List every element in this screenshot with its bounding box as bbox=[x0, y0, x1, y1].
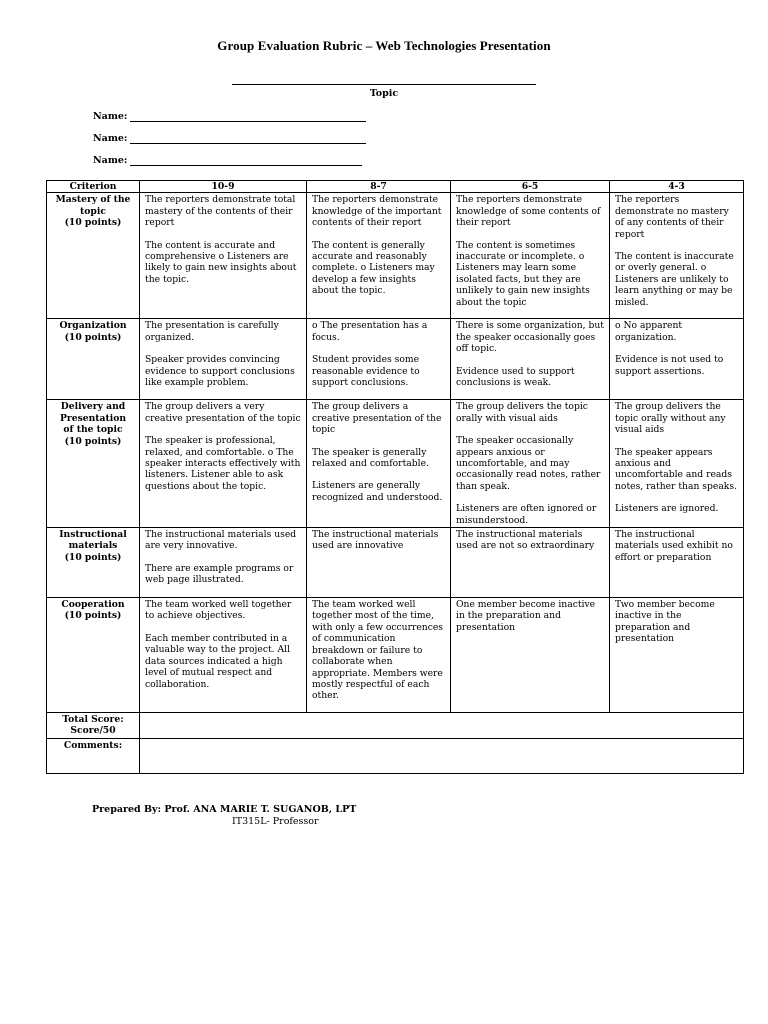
rubric-cell: Two member become inactive in the preparation and presentation bbox=[610, 598, 744, 713]
rubric-cell: The group delivers the topic orally with visual aids The speaker occasionally appears anxious or uncomfortable, and may occasionally read notes, rather than speak. Listeners are often ignored or misunderstood. bbox=[451, 400, 610, 528]
rubric-cell: The team worked well together most of the time, with only a few occurrences of communication breakdown or failure to collaborate when appropriate. Members were mostly respectful of each other. bbox=[307, 598, 451, 713]
name-row-2 bbox=[93, 133, 366, 144]
preparer-role: IT315L- Professor bbox=[232, 816, 319, 827]
rubric-cell: One member become inactive in the preparation and presentation bbox=[451, 598, 610, 713]
total-score-label: Total Score: Score/50 bbox=[47, 713, 140, 739]
name-row-1 bbox=[93, 111, 366, 122]
name-field-3[interactable] bbox=[130, 156, 362, 166]
rubric-cell: o No apparent organization. Evidence is not used to support assertions. bbox=[610, 319, 744, 400]
criterion-cell: Delivery and Presentation of the topic (10 points) bbox=[47, 400, 140, 528]
criterion-cell: Instructional materials (10 points) bbox=[47, 528, 140, 598]
rubric-cell: The group delivers a creative presentation of the topic The speaker is generally relaxed and comfortable. Listeners are generally recognized and understood. bbox=[307, 400, 451, 528]
rubric-cell: The reporters demonstrate knowledge of the important contents of their report The content is generally accurate and reasonably complete. o Listeners may develop a few insights about the topic. bbox=[307, 193, 451, 319]
name-label: Name: bbox=[93, 155, 128, 166]
table-row bbox=[47, 319, 744, 400]
name-field-1[interactable] bbox=[130, 112, 366, 122]
header-score-6-5: 6-5 bbox=[451, 181, 610, 193]
rubric-cell: o The presentation has a focus. Student provides some reasonable evidence to support conclusions. bbox=[307, 319, 451, 400]
rubric-cell: The reporters demonstrate no mastery of any contents of their report The content is inaccurate or overly general. o Listeners are unlikely to learn anything or may be misled. bbox=[610, 193, 744, 319]
rubric-cell: The group delivers the topic orally without any visual aids The speaker appears anxious and uncomfortable and reads notes, rather than speaks. Listeners are ignored. bbox=[610, 400, 744, 528]
rubric-table bbox=[46, 180, 744, 774]
prepared-by: Prepared By: Prof. ANA MARIE T. SUGANOB, LPT bbox=[92, 804, 357, 815]
comments-label: Comments: bbox=[47, 738, 140, 773]
table-row bbox=[47, 400, 744, 528]
criterion-cell: Mastery of the topic (10 points) bbox=[47, 193, 140, 319]
table-row bbox=[47, 193, 744, 319]
table-row bbox=[47, 598, 744, 713]
rubric-cell: The reporters demonstrate total mastery of the contents of their report The content is accurate and comprehensive o Listeners are likely to gain new insights about the topic. bbox=[140, 193, 307, 319]
rubric-cell: The group delivers a very creative presentation of the topic The speaker is professional, relaxed, and comfortable. o The speaker interacts effectively with listeners. Listener able to ask questions about the topic. bbox=[140, 400, 307, 528]
total-score-row bbox=[47, 713, 744, 739]
header-score-8-7: 8-7 bbox=[307, 181, 451, 193]
topic-label: Topic bbox=[369, 88, 399, 99]
rubric-cell: The instructional materials used are not so extraordinary bbox=[451, 528, 610, 598]
comments-field[interactable] bbox=[140, 738, 744, 773]
rubric-cell: The reporters demonstrate knowledge of some contents of their report The content is sometimes inaccurate or incomplete. o Listeners may learn some isolated facts, but they are unlikely to gain new insights about the topic bbox=[451, 193, 610, 319]
table-row bbox=[47, 528, 744, 598]
page-title: Group Evaluation Rubric – Web Technologies Presentation bbox=[217, 38, 551, 53]
rubric-cell: The team worked well together to achieve objectives. Each member contributed in a valuable way to the project. All data sources indicated a high level of mutual respect and collaboration. bbox=[140, 598, 307, 713]
rubric-cell: The instructional materials used exhibit no effort or preparation bbox=[610, 528, 744, 598]
comments-row bbox=[47, 738, 744, 773]
criterion-cell: Organization (10 points) bbox=[47, 319, 140, 400]
rubric-cell: The presentation is carefully organized. Speaker provides convincing evidence to support conclusions like example problem. bbox=[140, 319, 307, 400]
name-field-2[interactable] bbox=[130, 134, 366, 144]
rubric-cell: The instructional materials used are innovative bbox=[307, 528, 451, 598]
header-score-10-9: 10-9 bbox=[140, 181, 307, 193]
rubric-cell: There is some organization, but the speaker occasionally goes off topic. Evidence used to support conclusions is weak. bbox=[451, 319, 610, 400]
header-score-4-3: 4-3 bbox=[610, 181, 744, 193]
total-score-field[interactable] bbox=[140, 713, 744, 739]
name-row-3 bbox=[93, 155, 362, 166]
name-label: Name: bbox=[93, 133, 128, 144]
topic-line bbox=[232, 84, 536, 85]
header-row bbox=[47, 181, 744, 193]
criterion-cell: Cooperation (10 points) bbox=[47, 598, 140, 713]
rubric-cell: The instructional materials used are very innovative. There are example programs or web page illustrated. bbox=[140, 528, 307, 598]
name-label: Name: bbox=[93, 111, 128, 122]
header-criterion: Criterion bbox=[47, 181, 140, 193]
